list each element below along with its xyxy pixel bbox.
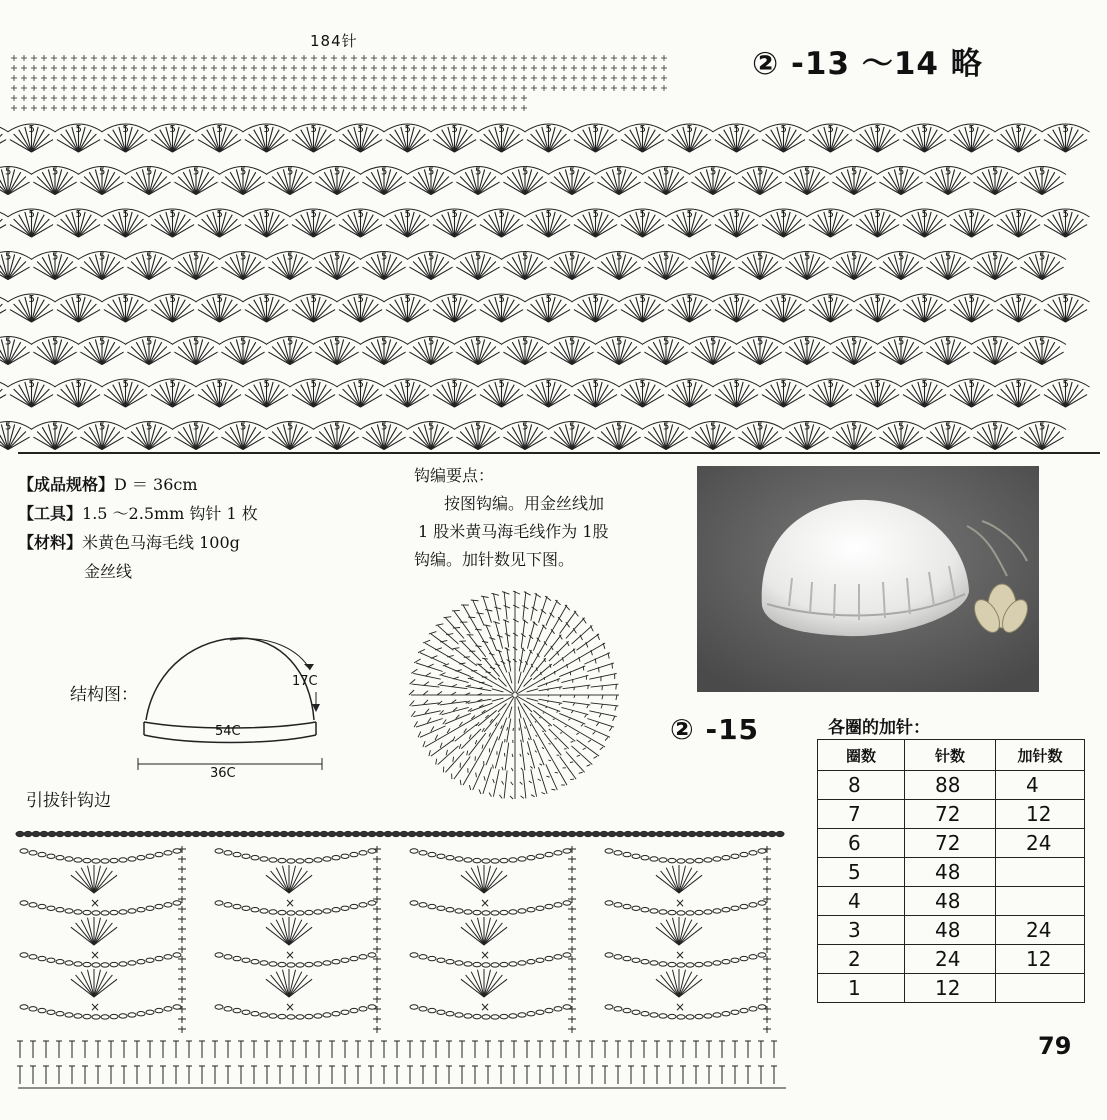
shell-row	[0, 252, 1066, 280]
shell-count-label: 5	[616, 166, 623, 178]
chart-x-mark: ×	[285, 948, 296, 962]
shell-count-label: 5	[193, 166, 200, 178]
table-cell: 5	[818, 858, 905, 887]
shell-count-label: 5	[545, 209, 552, 220]
shell-count-label: 5	[193, 251, 200, 263]
shell-count-label: 5	[357, 379, 364, 390]
shell-count-label: 5	[804, 251, 811, 263]
table-cell	[996, 974, 1085, 1003]
table-cell: 4	[818, 887, 905, 916]
shell-count-label: 5	[28, 209, 35, 220]
table-cell: 48	[905, 916, 996, 945]
shell-count-label: 5	[498, 379, 505, 390]
chart-x-mark: ×	[480, 1000, 491, 1014]
shell-count-label: 5	[1062, 124, 1069, 135]
shell-count-label: 5	[5, 251, 12, 263]
shell-count-label: 5	[757, 251, 764, 263]
shell-count-label: 5	[804, 421, 811, 433]
section-title-13-14: ② -13 ～14 略	[752, 46, 983, 82]
table-row	[818, 887, 1085, 916]
shell-count-label: 5	[5, 166, 12, 178]
shell-count-label: 5	[663, 251, 670, 263]
table-cell: 88	[905, 771, 996, 800]
shell-count-label: 5	[498, 294, 505, 305]
page-number: 79	[1038, 1032, 1072, 1060]
shell-count-label: 5	[522, 336, 529, 348]
notes-line-1: 按图钩编。用金丝线加	[444, 494, 605, 513]
shell-count-label: 5	[310, 379, 317, 390]
table-cell	[996, 858, 1085, 887]
shell-row	[0, 124, 1090, 152]
shell-count-label: 5	[99, 421, 106, 433]
shell-count-label: 5	[851, 166, 858, 178]
shell-count-label: 5	[451, 124, 458, 135]
shell-count-label: 5	[428, 251, 435, 263]
shell-count-label: 5	[5, 336, 12, 348]
shell-count-label: 5	[357, 124, 364, 135]
shell-count-label: 5	[522, 166, 529, 178]
shell-count-label: 5	[945, 336, 952, 348]
shell-count-label: 5	[310, 124, 317, 135]
shell-count-label: 5	[780, 124, 787, 135]
shell-count-label: 5	[381, 166, 388, 178]
shell-count-label: 5	[1015, 124, 1022, 135]
shell-count-label: 5	[592, 209, 599, 220]
table-row	[818, 771, 1085, 800]
table-row	[818, 858, 1085, 887]
shell-count-label: 5	[357, 294, 364, 305]
shell-count-label: 5	[99, 166, 106, 178]
spec-material-label: 【材料】	[18, 533, 83, 552]
shell-count-label: 5	[686, 209, 693, 220]
shell-count-label: 5	[874, 124, 881, 135]
edge-label: 引拔针钩边	[26, 791, 111, 811]
table-cell: 48	[905, 887, 996, 916]
shell-count-label: 5	[898, 336, 905, 348]
foundation-grid	[11, 55, 667, 111]
shell-count-label: 5	[451, 209, 458, 220]
shell-count-label: 5	[122, 209, 129, 220]
shell-count-label: 5	[569, 421, 576, 433]
shell-count-label: 5	[1039, 251, 1046, 263]
chart-x-mark: ×	[90, 948, 101, 962]
structure-diagram	[130, 630, 330, 780]
section-title-15: ② -15	[670, 713, 760, 746]
shell-count-label: 5	[780, 294, 787, 305]
shell-count-label: 5	[569, 166, 576, 178]
chart-x-mark: ×	[675, 1000, 686, 1014]
shell-count-label: 5	[874, 209, 881, 220]
shell-count-label: 5	[780, 209, 787, 220]
shell-count-label: 5	[28, 294, 35, 305]
stitch-count-label: 184针	[310, 32, 358, 50]
shell-count-label: 5	[827, 294, 834, 305]
shell-count-label: 5	[169, 124, 176, 135]
shell-count-label: 5	[592, 379, 599, 390]
table-cell	[996, 887, 1085, 916]
shell-count-label: 5	[169, 294, 176, 305]
shell-count-label: 5	[263, 379, 270, 390]
shell-count-label: 5	[522, 421, 529, 433]
shell-count-label: 5	[146, 336, 153, 348]
shell-count-label: 5	[122, 124, 129, 135]
chart-x-mark: ×	[90, 896, 101, 910]
shell-count-label: 5	[381, 251, 388, 263]
notes-block	[414, 462, 694, 574]
shell-count-label: 5	[28, 379, 35, 390]
hat-photo	[697, 466, 1039, 692]
shell-count-label: 5	[757, 166, 764, 178]
shell-count-label: 5	[757, 421, 764, 433]
shell-count-label: 5	[498, 124, 505, 135]
table-cell: 4	[996, 771, 1085, 800]
shell-row	[0, 337, 1066, 365]
shell-count-label: 5	[686, 379, 693, 390]
shell-count-label: 5	[428, 166, 435, 178]
spec-material-value2: 金丝线	[84, 562, 133, 581]
shell-count-label: 5	[240, 251, 247, 263]
shell-count-label: 5	[334, 336, 341, 348]
shell-count-label: 5	[263, 124, 270, 135]
shell-count-label: 5	[216, 379, 223, 390]
shell-count-label: 5	[28, 124, 35, 135]
shell-count-label: 5	[1039, 166, 1046, 178]
shell-count-label: 5	[428, 421, 435, 433]
shell-count-label: 5	[545, 379, 552, 390]
table-header-row	[818, 740, 1085, 771]
shell-count-label: 5	[592, 124, 599, 135]
table-cell: 2	[818, 945, 905, 974]
shell-row	[0, 422, 1066, 450]
shell-count-label: 5	[851, 421, 858, 433]
shell-count-label: 5	[616, 251, 623, 263]
shell-count-label: 5	[733, 124, 740, 135]
shell-count-label: 5	[1039, 421, 1046, 433]
dim-36: 36C	[210, 766, 236, 781]
spec-size	[18, 470, 258, 499]
shell-count-label: 5	[592, 294, 599, 305]
notes-line-3: 钩编。加针数见下图。	[414, 550, 575, 569]
shell-count-label: 5	[428, 336, 435, 348]
table-cell: 72	[905, 829, 996, 858]
table-row	[818, 829, 1085, 858]
shell-count-label: 5	[240, 421, 247, 433]
spec-tools	[18, 499, 258, 528]
shell-count-label: 5	[992, 336, 999, 348]
table-cell: 24	[996, 916, 1085, 945]
shell-count-label: 5	[733, 379, 740, 390]
shell-count-label: 5	[945, 166, 952, 178]
shell-count-label: 5	[522, 251, 529, 263]
shell-count-label: 5	[146, 166, 153, 178]
shell-row	[0, 167, 1066, 195]
table-cell: 1	[818, 974, 905, 1003]
shell-count-label: 5	[968, 379, 975, 390]
shell-count-label: 5	[1062, 294, 1069, 305]
shell-count-label: 5	[992, 251, 999, 263]
shell-count-label: 5	[921, 209, 928, 220]
shell-count-label: 5	[475, 251, 482, 263]
shell-count-label: 5	[780, 379, 787, 390]
shell-count-label: 5	[52, 336, 59, 348]
spec-material	[18, 528, 258, 557]
shell-count-label: 5	[639, 294, 646, 305]
shell-count-label: 5	[663, 166, 670, 178]
table-cell: 3	[818, 916, 905, 945]
chart-x-mark: ×	[675, 948, 686, 962]
shell-count-label: 5	[146, 251, 153, 263]
shell-count-label: 5	[193, 421, 200, 433]
shell-count-label: 5	[639, 379, 646, 390]
shell-row	[0, 294, 1090, 322]
table-cell: 12	[996, 800, 1085, 829]
shell-count-label: 5	[710, 421, 717, 433]
shell-count-label: 5	[381, 336, 388, 348]
table-header-stitches: 针数	[905, 740, 996, 771]
shell-count-label: 5	[663, 336, 670, 348]
shell-count-label: 5	[968, 294, 975, 305]
shell-count-label: 5	[52, 166, 59, 178]
shell-count-label: 5	[710, 336, 717, 348]
shell-count-label: 5	[1015, 294, 1022, 305]
shell-count-label: 5	[921, 124, 928, 135]
table-cell: 24	[996, 829, 1085, 858]
shell-count-label: 5	[52, 421, 59, 433]
table-row	[818, 945, 1085, 974]
table-row	[818, 800, 1085, 829]
shell-count-label: 5	[874, 379, 881, 390]
table-header-increases: 加针数	[996, 740, 1085, 771]
shell-count-label: 5	[193, 336, 200, 348]
shell-count-label: 5	[569, 336, 576, 348]
spec-tools-label: 【工具】	[18, 504, 83, 523]
edging-crochet-chart	[14, 826, 794, 1116]
shell-count-label: 5	[216, 124, 223, 135]
chart-x-mark: ×	[675, 896, 686, 910]
shell-count-label: 5	[1062, 379, 1069, 390]
shell-count-label: 5	[475, 166, 482, 178]
shell-count-label: 5	[475, 336, 482, 348]
shell-count-label: 5	[710, 251, 717, 263]
shell-count-label: 5	[122, 379, 129, 390]
shell-row	[0, 209, 1090, 237]
table-cell: 48	[905, 858, 996, 887]
shell-count-label: 5	[263, 209, 270, 220]
shell-count-label: 5	[357, 209, 364, 220]
shell-count-label: 5	[545, 294, 552, 305]
shell-count-label: 5	[287, 251, 294, 263]
round-rings	[409, 591, 619, 799]
shell-count-label: 5	[827, 379, 834, 390]
shell-count-label: 5	[639, 209, 646, 220]
shell-count-label: 5	[287, 421, 294, 433]
structure-title: 结构图：	[70, 685, 138, 705]
shell-count-label: 5	[99, 251, 106, 263]
increase-table-caption: 各圈的加针：	[828, 718, 930, 738]
table-cell: 72	[905, 800, 996, 829]
shell-count-label: 5	[945, 251, 952, 263]
table-row	[818, 974, 1085, 1003]
shell-count-label: 5	[992, 166, 999, 178]
chart-x-mark: ×	[480, 948, 491, 962]
shell-count-label: 5	[851, 336, 858, 348]
shell-count-label: 5	[310, 209, 317, 220]
shell-count-label: 5	[898, 251, 905, 263]
shell-count-label: 5	[404, 294, 411, 305]
spec-size-label: 【成品规格】	[18, 475, 115, 494]
shell-count-label: 5	[945, 421, 952, 433]
shell-count-label: 5	[757, 336, 764, 348]
increase-table	[817, 739, 1085, 1003]
shell-count-label: 5	[639, 124, 646, 135]
shell-count-label: 5	[921, 379, 928, 390]
shell-count-label: 5	[1015, 379, 1022, 390]
chart-x-mark: ×	[285, 896, 296, 910]
spec-size-value: D ＝ 36cm	[114, 475, 198, 494]
shell-count-label: 5	[804, 166, 811, 178]
shell-count-label: 5	[1062, 209, 1069, 220]
shell-count-label: 5	[827, 209, 834, 220]
shell-count-label: 5	[686, 294, 693, 305]
shell-count-label: 5	[968, 124, 975, 135]
shell-count-label: 5	[75, 379, 82, 390]
shell-count-label: 5	[898, 421, 905, 433]
shell-count-label: 5	[240, 336, 247, 348]
shell-count-label: 5	[287, 336, 294, 348]
table-cell: 12	[905, 974, 996, 1003]
shell-count-label: 5	[851, 251, 858, 263]
notes-line-2: 1 股米黄马海毛线作为 1股	[418, 522, 609, 541]
top-crochet-chart	[5, 32, 1069, 447]
table-cell: 24	[905, 945, 996, 974]
shell-count-label: 5	[475, 421, 482, 433]
shell-count-label: 5	[75, 294, 82, 305]
shell-count-label: 5	[569, 251, 576, 263]
table-cell: 8	[818, 771, 905, 800]
shell-count-label: 5	[616, 421, 623, 433]
shell-count-label: 5	[99, 336, 106, 348]
notes-title: 钩编要点：	[414, 466, 495, 485]
shell-count-label: 5	[733, 294, 740, 305]
shell-count-label: 5	[1015, 209, 1022, 220]
chart-x-mark: ×	[285, 1000, 296, 1014]
shell-count-label: 5	[287, 166, 294, 178]
shell-count-label: 5	[921, 294, 928, 305]
shell-row	[0, 379, 1090, 407]
shell-count-label: 5	[404, 379, 411, 390]
shell-count-label: 5	[310, 294, 317, 305]
shell-count-label: 5	[263, 294, 270, 305]
shell-count-label: 5	[663, 421, 670, 433]
shell-count-label: 5	[334, 251, 341, 263]
shell-count-label: 5	[545, 124, 552, 135]
shell-count-label: 5	[334, 166, 341, 178]
divider-line	[18, 452, 1100, 454]
shell-count-label: 5	[404, 124, 411, 135]
specs-block	[18, 470, 258, 586]
shell-count-label: 5	[451, 379, 458, 390]
table-cell: 12	[996, 945, 1085, 974]
spec-tools-value: 1.5 ～2.5mm 钩针 1 枚	[82, 504, 258, 523]
dim-17: 17C	[292, 674, 318, 689]
shell-count-label: 5	[5, 421, 12, 433]
round-crochet-chart	[400, 585, 630, 805]
shell-count-label: 5	[992, 421, 999, 433]
shell-count-label: 5	[334, 421, 341, 433]
shell-count-label: 5	[404, 209, 411, 220]
shell-count-label: 5	[146, 421, 153, 433]
shell-count-label: 5	[75, 124, 82, 135]
shell-count-label: 5	[686, 124, 693, 135]
dim-54: 54C	[215, 724, 241, 739]
chart-x-mark: ×	[480, 896, 491, 910]
table-row	[818, 916, 1085, 945]
shell-count-label: 5	[898, 166, 905, 178]
shell-count-label: 5	[827, 124, 834, 135]
shell-count-label: 5	[52, 251, 59, 263]
shell-count-label: 5	[169, 209, 176, 220]
shell-count-label: 5	[216, 294, 223, 305]
shell-count-label: 5	[498, 209, 505, 220]
shell-count-label: 5	[240, 166, 247, 178]
shell-count-label: 5	[710, 166, 717, 178]
hat-illustration	[697, 466, 1039, 692]
shell-count-label: 5	[968, 209, 975, 220]
shell-count-label: 5	[75, 209, 82, 220]
table-header-rounds: 圈数	[818, 740, 905, 771]
chart-x-mark: ×	[90, 1000, 101, 1014]
shell-count-label: 5	[169, 379, 176, 390]
shell-count-label: 5	[451, 294, 458, 305]
edging-motifs	[16, 831, 786, 1088]
shell-count-label: 5	[216, 209, 223, 220]
shell-count-label: 5	[874, 294, 881, 305]
shell-count-label: 5	[1039, 336, 1046, 348]
shell-count-label: 5	[733, 209, 740, 220]
shell-count-label: 5	[804, 336, 811, 348]
shell-count-label: 5	[616, 336, 623, 348]
table-cell: 6	[818, 829, 905, 858]
table-cell: 7	[818, 800, 905, 829]
shell-count-label: 5	[381, 421, 388, 433]
spec-material-value: 米黄色马海毛线 100g	[82, 533, 240, 552]
shell-count-label: 5	[122, 294, 129, 305]
